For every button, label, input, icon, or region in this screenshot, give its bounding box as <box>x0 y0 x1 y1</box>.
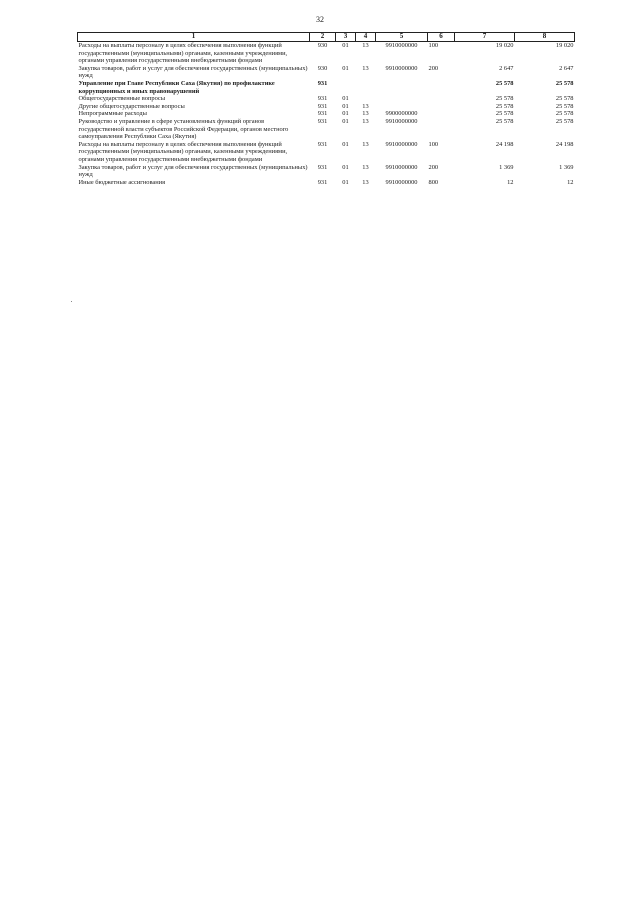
row-name-cell: Расходы на выплаты персоналу в целях обеспечения выполнения функций государственными (муниципальными) органами, казенными учреждениями, органами управления государственными внебюджетными фондами <box>78 140 288 163</box>
row-cell-c4 <box>356 80 376 95</box>
table-row <box>78 110 575 118</box>
row-cell-c6 <box>428 103 455 111</box>
row-name-cell: Общегосударственные вопросы <box>78 95 166 103</box>
row-cell-c5 <box>376 103 428 111</box>
row-cell-c7: 24 198 <box>495 140 514 148</box>
column-header-1: 1 <box>78 33 310 42</box>
table-row <box>78 164 575 179</box>
row-cell-c3: 01 <box>342 64 349 72</box>
row-cell-c5: 9910000000 <box>385 42 418 49</box>
row-cell-c6: 200 <box>428 163 439 171</box>
row-cell-c8: 25 578 <box>555 117 574 125</box>
row-cell-c2: 931 <box>317 163 328 171</box>
row-cell-c3: 01 <box>342 140 349 148</box>
row-cell-c6 <box>428 80 455 95</box>
row-cell-c5: 9910000000 <box>385 117 418 125</box>
row-cell-c6: 100 <box>428 42 439 49</box>
row-cell-c7: 25 578 <box>495 79 514 87</box>
row-cell-c2: 931 <box>317 110 328 118</box>
table-row <box>78 95 575 103</box>
table-row <box>78 42 575 65</box>
row-cell-c8: 24 198 <box>555 140 574 148</box>
row-cell-c4: 13 <box>362 102 369 110</box>
scan-speck <box>71 301 72 302</box>
column-header-5: 5 <box>376 33 428 42</box>
row-cell-c4: 13 <box>362 140 369 148</box>
row-cell-c3: 01 <box>342 117 349 125</box>
row-cell-c2: 930 <box>317 42 328 49</box>
row-cell-c7: 19 020 <box>495 42 514 49</box>
row-cell-c2: 931 <box>317 140 328 148</box>
row-cell-c7: 25 578 <box>495 95 514 103</box>
row-cell-c7: 12 <box>507 178 514 186</box>
row-cell-c5 <box>376 95 428 103</box>
row-cell-c3 <box>336 80 356 95</box>
row-cell-c3: 01 <box>342 163 349 171</box>
row-name-cell: Закупка товаров, работ и услуг для обеспечения государственных (муниципальных) нужд <box>78 163 308 179</box>
table-body <box>78 42 575 187</box>
row-cell-c8: 12 <box>567 178 574 186</box>
row-cell-c4: 13 <box>362 110 369 118</box>
column-header-8: 8 <box>515 33 575 42</box>
row-cell-c8: 19 020 <box>555 42 574 49</box>
row-cell-c2: 931 <box>317 95 328 103</box>
row-cell-c2: 931 <box>317 117 328 125</box>
row-cell-c3: 01 <box>342 95 349 103</box>
row-cell-c5: 9910000000 <box>385 178 418 186</box>
table-row <box>78 141 575 164</box>
row-cell-c5: 9910000000 <box>385 140 418 148</box>
row-name-cell: Непрограммные расходы <box>78 110 147 118</box>
row-cell-c7: 25 578 <box>495 110 514 118</box>
row-cell-c3: 01 <box>342 110 349 118</box>
row-cell-c6 <box>428 110 455 118</box>
row-cell-c4 <box>356 95 376 103</box>
row-name-cell: Закупка товаров, работ и услуг для обеспечения государственных (муниципальных) нужд <box>78 64 308 80</box>
row-name-cell: Другие общегосударственные вопросы <box>78 102 185 110</box>
row-cell-c5: 9910000000 <box>385 163 418 171</box>
row-cell-c3: 01 <box>342 42 349 49</box>
column-header-6: 6 <box>428 33 455 42</box>
table-row <box>78 80 575 95</box>
row-cell-c8: 25 578 <box>555 95 574 103</box>
table-row <box>78 118 575 141</box>
row-cell-c5 <box>376 80 428 95</box>
row-cell-c7: 1 369 <box>499 163 514 171</box>
row-name-cell: Управление при Главе Республики Саха (Якутия) по профилактике коррупционных и иных правонарушений <box>78 79 275 95</box>
column-header-4: 4 <box>356 33 376 42</box>
row-cell-c6: 800 <box>428 178 439 186</box>
table-row <box>78 179 575 187</box>
row-cell-c4: 13 <box>362 117 369 125</box>
row-cell-c8: 25 578 <box>555 110 574 118</box>
row-cell-c4: 13 <box>362 163 369 171</box>
row-cell-c2: 931 <box>317 79 328 87</box>
table-row <box>78 103 575 111</box>
table-row <box>78 65 575 80</box>
row-cell-c4: 13 <box>362 64 369 72</box>
column-header-2: 2 <box>310 33 336 42</box>
row-cell-c6: 200 <box>428 64 439 72</box>
budget-table <box>77 32 575 186</box>
column-header-3: 3 <box>336 33 356 42</box>
row-cell-c6: 100 <box>428 140 439 148</box>
row-name-cell: Расходы на выплаты персоналу в целях обеспечения выполнения функций государственными (муниципальными) органами, казенными учреждениями, органами управления государственными внебюджетными фондами <box>78 42 288 65</box>
column-header-7: 7 <box>455 33 515 42</box>
row-cell-c2: 931 <box>317 102 328 110</box>
row-cell-c3: 01 <box>342 178 349 186</box>
page-number: 32 <box>316 15 324 24</box>
row-cell-c7: 2 647 <box>499 64 514 72</box>
row-cell-c6 <box>428 118 455 141</box>
row-cell-c8: 25 578 <box>555 79 574 87</box>
row-cell-c3: 01 <box>342 102 349 110</box>
row-cell-c5: 9910000000 <box>385 64 418 72</box>
row-cell-c4: 13 <box>362 42 369 49</box>
row-cell-c7: 25 578 <box>495 117 514 125</box>
row-cell-c2: 930 <box>317 64 328 72</box>
row-cell-c7: 25 578 <box>495 102 514 110</box>
row-cell-c8: 2 647 <box>559 64 574 72</box>
row-name-cell: Иные бюджетные ассигнования <box>78 178 166 186</box>
row-cell-c4: 13 <box>362 178 369 186</box>
row-cell-c8: 25 578 <box>555 102 574 110</box>
table-header-row <box>78 33 575 42</box>
row-cell-c6 <box>428 95 455 103</box>
row-name-cell: Руководство и управление в сфере установленных функций органов государственной власти субъектов Российской Федерации, органов местного самоуправления Республики Саха (Якутия) <box>78 117 289 141</box>
row-cell-c8: 1 369 <box>559 163 574 171</box>
row-cell-c2: 931 <box>317 178 328 186</box>
row-cell-c5: 9900000000 <box>385 110 418 118</box>
